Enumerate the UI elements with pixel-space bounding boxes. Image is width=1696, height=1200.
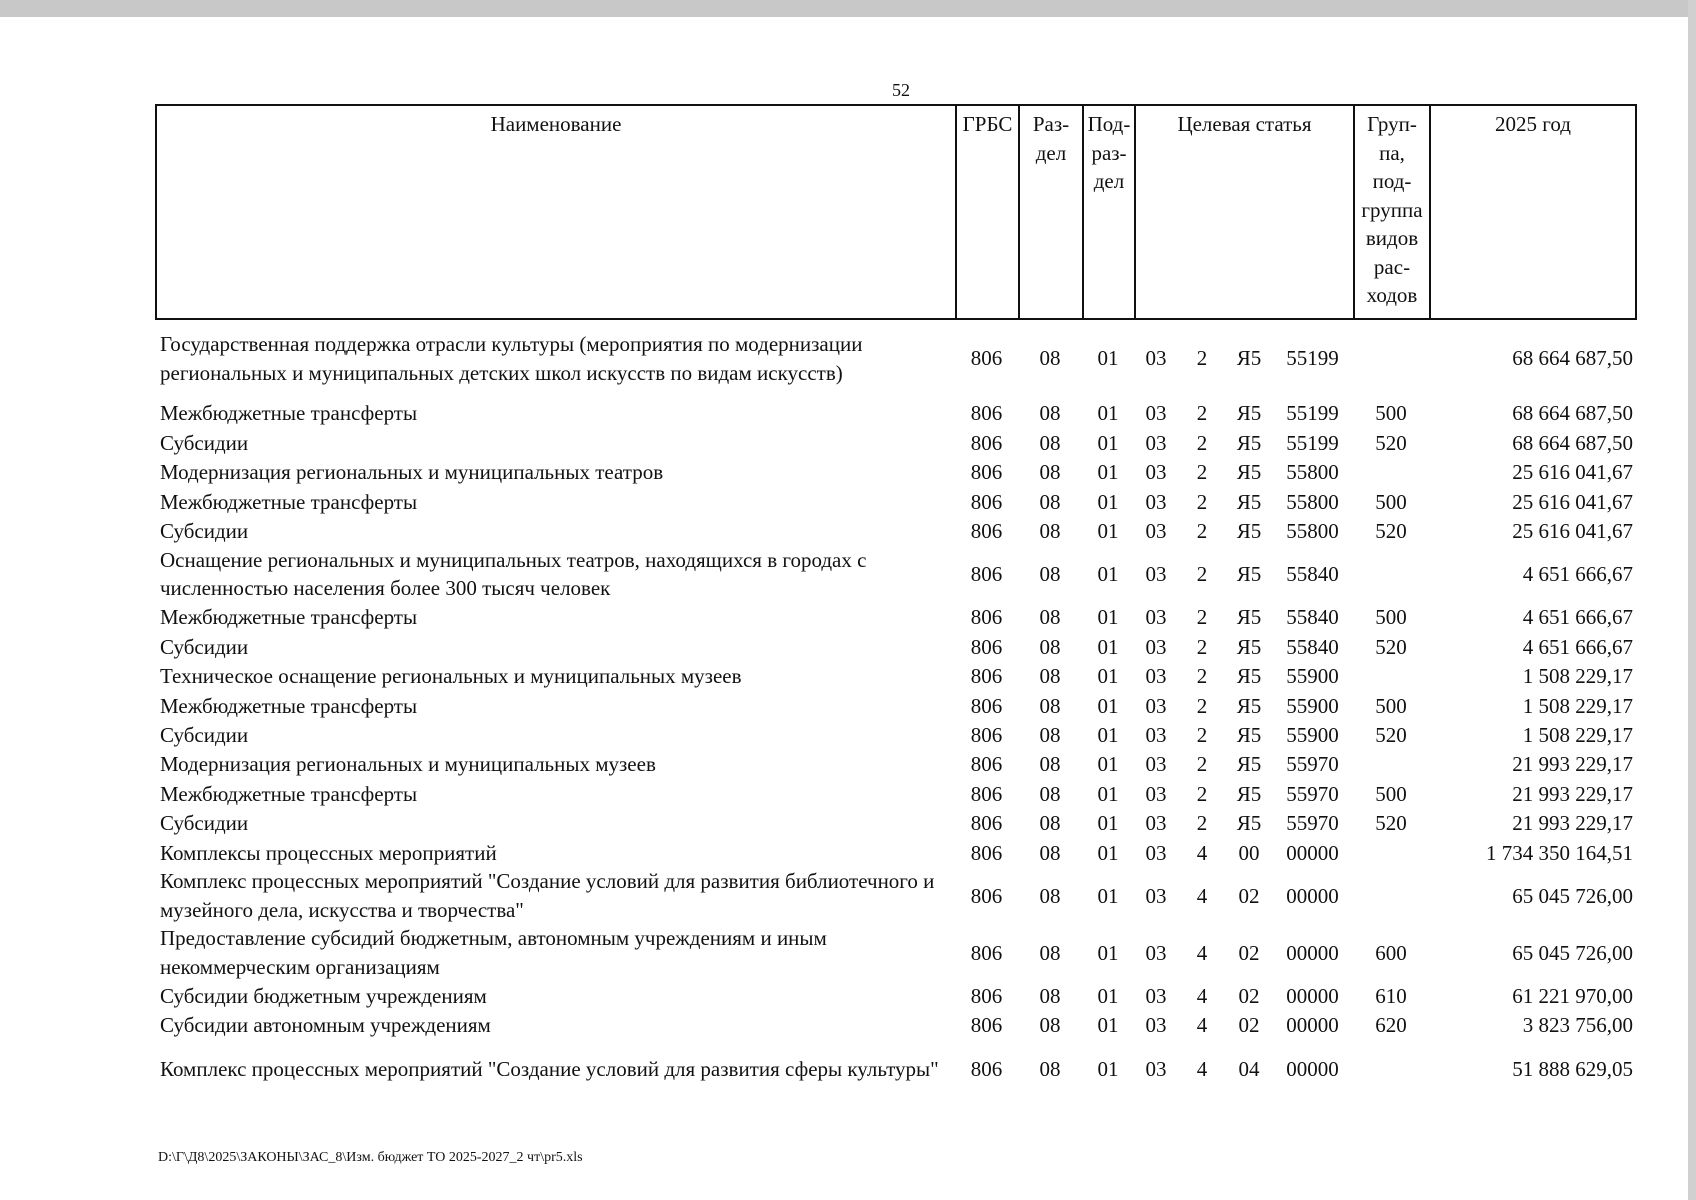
row-podrazdel: 01 bbox=[1097, 883, 1119, 908]
row-grbs: 806 bbox=[970, 519, 1003, 543]
row-cs-program: 03 bbox=[1145, 781, 1167, 806]
row-vid-rashodov bbox=[1353, 458, 1429, 487]
row-cs-type: 2 bbox=[1196, 605, 1208, 630]
row-podrazdel: 01 bbox=[1097, 983, 1119, 1008]
row-grbs: 806 bbox=[970, 811, 1003, 836]
row-grbs: 806 bbox=[970, 940, 1003, 965]
row-cs-direction: 55970 bbox=[1286, 811, 1339, 836]
row-podrazdel: 01 bbox=[1097, 940, 1119, 965]
header-name: Наименование bbox=[156, 105, 956, 319]
row-name: Субсидии bbox=[160, 722, 249, 747]
row-amount: 68 664 687,50 bbox=[1512, 430, 1633, 455]
page-number: 52 bbox=[892, 80, 910, 100]
row-cs-type: 2 bbox=[1196, 346, 1208, 371]
table-row bbox=[155, 428, 1635, 457]
row-cs-type: 4 bbox=[1196, 940, 1208, 965]
row-razdel: 08 bbox=[1039, 489, 1061, 514]
table-row bbox=[155, 517, 1635, 546]
row-amount: 1 734 350 164,51 bbox=[1486, 840, 1633, 865]
row-cs-direction: 00000 bbox=[1286, 1013, 1339, 1038]
table-row bbox=[155, 809, 1635, 838]
row-name: Оснащение региональных и муниципальных театров, находящихся в городах с численностью населения более 300 тысяч человек bbox=[160, 547, 867, 601]
row-cs-direction: 00000 bbox=[1286, 983, 1339, 1008]
row-cs-type: 4 bbox=[1196, 1056, 1208, 1081]
row-name: Межбюджетные трансферты bbox=[160, 693, 418, 718]
row-cs-type: 4 bbox=[1196, 983, 1208, 1008]
row-cs-direction: 55199 bbox=[1286, 346, 1339, 371]
row-amount: 51 888 629,05 bbox=[1512, 1056, 1633, 1081]
row-vid-rashodov bbox=[1353, 750, 1429, 779]
row-cs-program: 03 bbox=[1145, 664, 1167, 689]
row-cs-direction: 55840 bbox=[1286, 562, 1339, 587]
row-cs-project: Я5 bbox=[1236, 811, 1262, 836]
row-cs-project: Я5 bbox=[1236, 346, 1262, 371]
row-cs-type: 2 bbox=[1196, 664, 1208, 689]
table-row bbox=[155, 458, 1635, 487]
row-vid-rashodov bbox=[1353, 662, 1429, 691]
row-name: Межбюджетные трансферты bbox=[160, 489, 418, 514]
row-grbs: 806 bbox=[970, 489, 1003, 514]
row-podrazdel: 01 bbox=[1097, 562, 1119, 587]
row-razdel: 08 bbox=[1039, 664, 1061, 689]
row-name: Субсидии бюджетным учреждениям bbox=[160, 983, 487, 1008]
row-name: Комплекс процессных мероприятий "Создание условий для развития библиотечного и музейного дела, искусства и творчества" bbox=[160, 869, 935, 922]
row-name: Модернизация региональных и муниципальных музеев bbox=[160, 752, 656, 777]
row-cs-project: Я5 bbox=[1236, 430, 1262, 455]
row-cs-project: 04 bbox=[1238, 1056, 1260, 1081]
row-razdel: 08 bbox=[1039, 811, 1061, 836]
row-cs-direction: 00000 bbox=[1286, 840, 1339, 865]
row-cs-direction: 55840 bbox=[1286, 605, 1339, 630]
header-razdel: Раз- дел bbox=[1019, 105, 1083, 319]
row-podrazdel: 01 bbox=[1097, 840, 1119, 865]
row-cs-type: 2 bbox=[1196, 693, 1208, 718]
row-cs-project: 02 bbox=[1238, 983, 1260, 1008]
table-row bbox=[155, 546, 1635, 603]
table-row bbox=[155, 779, 1635, 808]
row-name: Техническое оснащение региональных и муниципальных музеев bbox=[160, 664, 742, 689]
row-cs-direction: 55199 bbox=[1286, 401, 1339, 426]
row-grbs: 806 bbox=[970, 430, 1003, 455]
row-amount: 1 508 229,17 bbox=[1522, 664, 1633, 689]
row-vid-rashodov bbox=[1353, 838, 1429, 867]
row-cs-type: 4 bbox=[1196, 883, 1208, 908]
row-amount: 68 664 687,50 bbox=[1512, 346, 1633, 371]
table-row bbox=[155, 924, 1635, 981]
row-razdel: 08 bbox=[1039, 983, 1061, 1008]
row-cs-project: Я5 bbox=[1236, 722, 1262, 747]
row-podrazdel: 01 bbox=[1097, 401, 1119, 426]
row-cs-program: 03 bbox=[1145, 1056, 1167, 1081]
row-cs-project: Я5 bbox=[1236, 519, 1262, 543]
row-name: Субсидии bbox=[160, 430, 249, 455]
row-cs-type: 2 bbox=[1196, 781, 1208, 806]
row-razdel: 08 bbox=[1039, 460, 1061, 485]
row-amount: 4 651 666,67 bbox=[1522, 634, 1633, 659]
row-amount: 61 221 970,00 bbox=[1512, 983, 1633, 1008]
row-podrazdel: 01 bbox=[1097, 664, 1119, 689]
row-vid-rashodov bbox=[1353, 546, 1429, 603]
row-amount: 65 045 726,00 bbox=[1512, 940, 1633, 965]
row-cs-program: 03 bbox=[1145, 401, 1167, 426]
row-name: Субсидии bbox=[160, 519, 249, 543]
row-cs-type: 2 bbox=[1196, 562, 1208, 587]
row-amount: 68 664 687,50 bbox=[1512, 401, 1633, 426]
row-cs-type: 2 bbox=[1196, 519, 1208, 543]
row-podrazdel: 01 bbox=[1097, 1056, 1119, 1081]
row-vid-rashodov: 610 bbox=[1375, 983, 1407, 1008]
table-row bbox=[155, 603, 1635, 632]
row-cs-project: Я5 bbox=[1236, 460, 1262, 485]
row-cs-direction: 55800 bbox=[1286, 460, 1339, 485]
row-podrazdel: 01 bbox=[1097, 346, 1119, 371]
row-vid-rashodov bbox=[1353, 330, 1429, 387]
row-amount: 3 823 756,00 bbox=[1522, 1013, 1633, 1038]
row-cs-direction: 00000 bbox=[1286, 883, 1339, 908]
row-cs-type: 2 bbox=[1196, 489, 1208, 514]
row-cs-project: 00 bbox=[1238, 840, 1260, 865]
row-cs-program: 03 bbox=[1145, 489, 1167, 514]
row-vid-rashodov: 520 bbox=[1375, 430, 1407, 455]
row-podrazdel: 01 bbox=[1097, 489, 1119, 514]
row-vid-rashodov: 500 bbox=[1375, 693, 1407, 718]
row-grbs: 806 bbox=[970, 562, 1003, 587]
row-cs-type: 2 bbox=[1196, 430, 1208, 455]
row-grbs: 806 bbox=[970, 983, 1003, 1008]
row-cs-program: 03 bbox=[1145, 346, 1167, 371]
row-grbs: 806 bbox=[970, 1013, 1003, 1038]
row-amount: 25 616 041,67 bbox=[1512, 460, 1633, 485]
row-name: Межбюджетные трансферты bbox=[160, 781, 418, 806]
table-row bbox=[155, 981, 1635, 1010]
row-name: Модернизация региональных и муниципальных театров bbox=[160, 460, 664, 485]
table-row bbox=[155, 750, 1635, 779]
row-podrazdel: 01 bbox=[1097, 722, 1119, 747]
row-cs-project: Я5 bbox=[1236, 562, 1262, 587]
row-vid-rashodov bbox=[1353, 1040, 1429, 1097]
row-amount: 1 508 229,17 bbox=[1522, 693, 1633, 718]
row-cs-project: Я5 bbox=[1236, 693, 1262, 718]
table-row bbox=[155, 1011, 1635, 1040]
row-vid-rashodov: 520 bbox=[1375, 634, 1407, 659]
row-podrazdel: 01 bbox=[1097, 693, 1119, 718]
row-razdel: 08 bbox=[1039, 940, 1061, 965]
row-cs-direction: 55800 bbox=[1286, 489, 1339, 514]
row-razdel: 08 bbox=[1039, 430, 1061, 455]
row-vid-rashodov: 500 bbox=[1375, 489, 1407, 514]
table-row bbox=[155, 721, 1635, 750]
row-cs-project: Я5 bbox=[1236, 605, 1262, 630]
row-grbs: 806 bbox=[970, 722, 1003, 747]
row-cs-program: 03 bbox=[1145, 634, 1167, 659]
row-amount: 21 993 229,17 bbox=[1512, 781, 1633, 806]
row-vid-rashodov: 520 bbox=[1375, 519, 1407, 543]
header-grbs: ГРБС bbox=[956, 105, 1019, 319]
table-row bbox=[155, 399, 1635, 428]
row-cs-type: 4 bbox=[1196, 1013, 1208, 1038]
row-cs-program: 03 bbox=[1145, 430, 1167, 455]
row-cs-program: 03 bbox=[1145, 940, 1167, 965]
row-cs-program: 03 bbox=[1145, 883, 1167, 908]
row-amount: 1 508 229,17 bbox=[1522, 722, 1633, 747]
row-podrazdel: 01 bbox=[1097, 781, 1119, 806]
row-podrazdel: 01 bbox=[1097, 460, 1119, 485]
row-cs-type: 2 bbox=[1196, 722, 1208, 747]
row-grbs: 806 bbox=[970, 605, 1003, 630]
row-cs-program: 03 bbox=[1145, 1013, 1167, 1038]
table-row bbox=[155, 691, 1635, 720]
row-razdel: 08 bbox=[1039, 1056, 1061, 1081]
row-razdel: 08 bbox=[1039, 562, 1061, 587]
row-vid-rashodov: 500 bbox=[1375, 781, 1407, 806]
header-year: 2025 год bbox=[1430, 105, 1636, 319]
table-row bbox=[155, 662, 1635, 691]
row-cs-direction: 55970 bbox=[1286, 781, 1339, 806]
table-row bbox=[155, 867, 1635, 924]
row-cs-direction: 55970 bbox=[1286, 752, 1339, 777]
row-amount: 25 616 041,67 bbox=[1512, 489, 1633, 514]
row-cs-program: 03 bbox=[1145, 983, 1167, 1008]
row-cs-program: 03 bbox=[1145, 752, 1167, 777]
row-name: Субсидии автономным учреждениям bbox=[160, 1013, 491, 1038]
row-grbs: 806 bbox=[970, 1056, 1003, 1081]
table-row bbox=[155, 632, 1635, 661]
row-cs-program: 03 bbox=[1145, 840, 1167, 865]
row-cs-type: 2 bbox=[1196, 752, 1208, 777]
row-cs-project: Я5 bbox=[1236, 489, 1262, 514]
row-razdel: 08 bbox=[1039, 752, 1061, 777]
row-vid-rashodov: 500 bbox=[1375, 605, 1407, 630]
row-cs-direction: 00000 bbox=[1286, 1056, 1339, 1081]
row-cs-project: Я5 bbox=[1236, 781, 1262, 806]
row-name: Государственная поддержка отрасли культуры (мероприятия по модернизации региональных и муниципальных детских школ искусств по видам искусств) bbox=[160, 332, 863, 385]
footer-file-path: D:\Г\Д8\2025\ЗАКОНЫ\ЗАС_8\Изм. бюджет ТО 2025-2027_2 чт\pr5.xls bbox=[158, 1150, 583, 1165]
row-grbs: 806 bbox=[970, 883, 1003, 908]
row-cs-program: 03 bbox=[1145, 811, 1167, 836]
row-vid-rashodov: 520 bbox=[1375, 722, 1407, 747]
row-cs-project: 02 bbox=[1238, 1013, 1260, 1038]
table-row bbox=[155, 838, 1635, 867]
row-razdel: 08 bbox=[1039, 634, 1061, 659]
row-vid-rashodov: 620 bbox=[1375, 1013, 1407, 1038]
row-grbs: 806 bbox=[970, 840, 1003, 865]
row-cs-type: 2 bbox=[1196, 811, 1208, 836]
row-cs-type: 2 bbox=[1196, 460, 1208, 485]
row-razdel: 08 bbox=[1039, 605, 1061, 630]
table-header bbox=[155, 104, 1637, 320]
row-amount: 21 993 229,17 bbox=[1512, 752, 1633, 777]
row-cs-program: 03 bbox=[1145, 519, 1167, 543]
row-cs-project: Я5 bbox=[1236, 401, 1262, 426]
row-razdel: 08 bbox=[1039, 1013, 1061, 1038]
row-cs-program: 03 bbox=[1145, 562, 1167, 587]
row-cs-direction: 55900 bbox=[1286, 664, 1339, 689]
row-grbs: 806 bbox=[970, 781, 1003, 806]
row-cs-project: Я5 bbox=[1236, 752, 1262, 777]
row-cs-type: 4 bbox=[1196, 840, 1208, 865]
row-podrazdel: 01 bbox=[1097, 605, 1119, 630]
row-vid-rashodov: 600 bbox=[1375, 940, 1407, 965]
header-gruppa-vidov-rashodov: Груп- па, под- группа видов рас- ходов bbox=[1354, 105, 1430, 319]
row-amount: 4 651 666,67 bbox=[1522, 562, 1633, 587]
row-grbs: 806 bbox=[970, 460, 1003, 485]
row-razdel: 08 bbox=[1039, 401, 1061, 426]
row-podrazdel: 01 bbox=[1097, 1013, 1119, 1038]
row-vid-rashodov: 500 bbox=[1375, 401, 1407, 426]
table-row bbox=[155, 1040, 1635, 1097]
row-grbs: 806 bbox=[970, 401, 1003, 426]
row-name: Межбюджетные трансферты bbox=[160, 605, 418, 630]
row-razdel: 08 bbox=[1039, 883, 1061, 908]
row-cs-project: 02 bbox=[1238, 940, 1260, 965]
row-name: Межбюджетные трансферты bbox=[160, 401, 418, 426]
row-cs-program: 03 bbox=[1145, 693, 1167, 718]
row-vid-rashodov: 520 bbox=[1375, 811, 1407, 836]
row-podrazdel: 01 bbox=[1097, 752, 1119, 777]
row-cs-direction: 00000 bbox=[1286, 940, 1339, 965]
row-razdel: 08 bbox=[1039, 693, 1061, 718]
row-podrazdel: 01 bbox=[1097, 430, 1119, 455]
row-grbs: 806 bbox=[970, 752, 1003, 777]
scan-top-edge bbox=[0, 0, 1696, 17]
row-cs-project: Я5 bbox=[1236, 634, 1262, 659]
row-cs-direction: 55800 bbox=[1286, 519, 1339, 543]
row-cs-program: 03 bbox=[1145, 722, 1167, 747]
table-row bbox=[155, 330, 1635, 387]
row-grbs: 806 bbox=[970, 634, 1003, 659]
row-cs-program: 03 bbox=[1145, 605, 1167, 630]
row-name: Субсидии bbox=[160, 811, 249, 836]
row-cs-direction: 55840 bbox=[1286, 634, 1339, 659]
row-amount: 25 616 041,67 bbox=[1512, 519, 1633, 543]
row-razdel: 08 bbox=[1039, 346, 1061, 371]
row-cs-direction: 55199 bbox=[1286, 430, 1339, 455]
budget-table bbox=[155, 330, 1635, 1097]
table-row bbox=[155, 487, 1635, 516]
row-vid-rashodov bbox=[1353, 867, 1429, 924]
row-cs-direction: 55900 bbox=[1286, 722, 1339, 747]
row-grbs: 806 bbox=[970, 664, 1003, 689]
row-podrazdel: 01 bbox=[1097, 519, 1119, 543]
row-razdel: 08 bbox=[1039, 781, 1061, 806]
header-podrazdel: Под- раз- дел bbox=[1083, 105, 1135, 319]
row-cs-direction: 55900 bbox=[1286, 693, 1339, 718]
row-cs-project: Я5 bbox=[1236, 664, 1262, 689]
row-cs-program: 03 bbox=[1145, 460, 1167, 485]
row-name: Комплексы процессных мероприятий bbox=[160, 840, 497, 865]
row-razdel: 08 bbox=[1039, 722, 1061, 747]
row-cs-project: 02 bbox=[1238, 883, 1260, 908]
row-razdel: 08 bbox=[1039, 840, 1061, 865]
row-cs-type: 2 bbox=[1196, 634, 1208, 659]
row-name: Комплекс процессных мероприятий "Создание условий для развития сферы культуры" bbox=[160, 1056, 939, 1081]
row-spacer bbox=[155, 387, 1635, 399]
row-amount: 21 993 229,17 bbox=[1512, 811, 1633, 836]
header-celevaya-statya: Целевая статья bbox=[1135, 105, 1354, 319]
row-podrazdel: 01 bbox=[1097, 811, 1119, 836]
row-grbs: 806 bbox=[970, 346, 1003, 371]
row-name: Предоставление субсидий бюджетным, автономным учреждениям и иным некоммерческим организациям bbox=[160, 926, 827, 979]
row-podrazdel: 01 bbox=[1097, 634, 1119, 659]
row-grbs: 806 bbox=[970, 693, 1003, 718]
scan-right-edge bbox=[1688, 0, 1696, 1200]
row-amount: 65 045 726,00 bbox=[1512, 883, 1633, 908]
row-amount: 4 651 666,67 bbox=[1522, 605, 1633, 630]
row-cs-type: 2 bbox=[1196, 401, 1208, 426]
row-name: Субсидии bbox=[160, 634, 249, 659]
row-razdel: 08 bbox=[1039, 519, 1061, 543]
